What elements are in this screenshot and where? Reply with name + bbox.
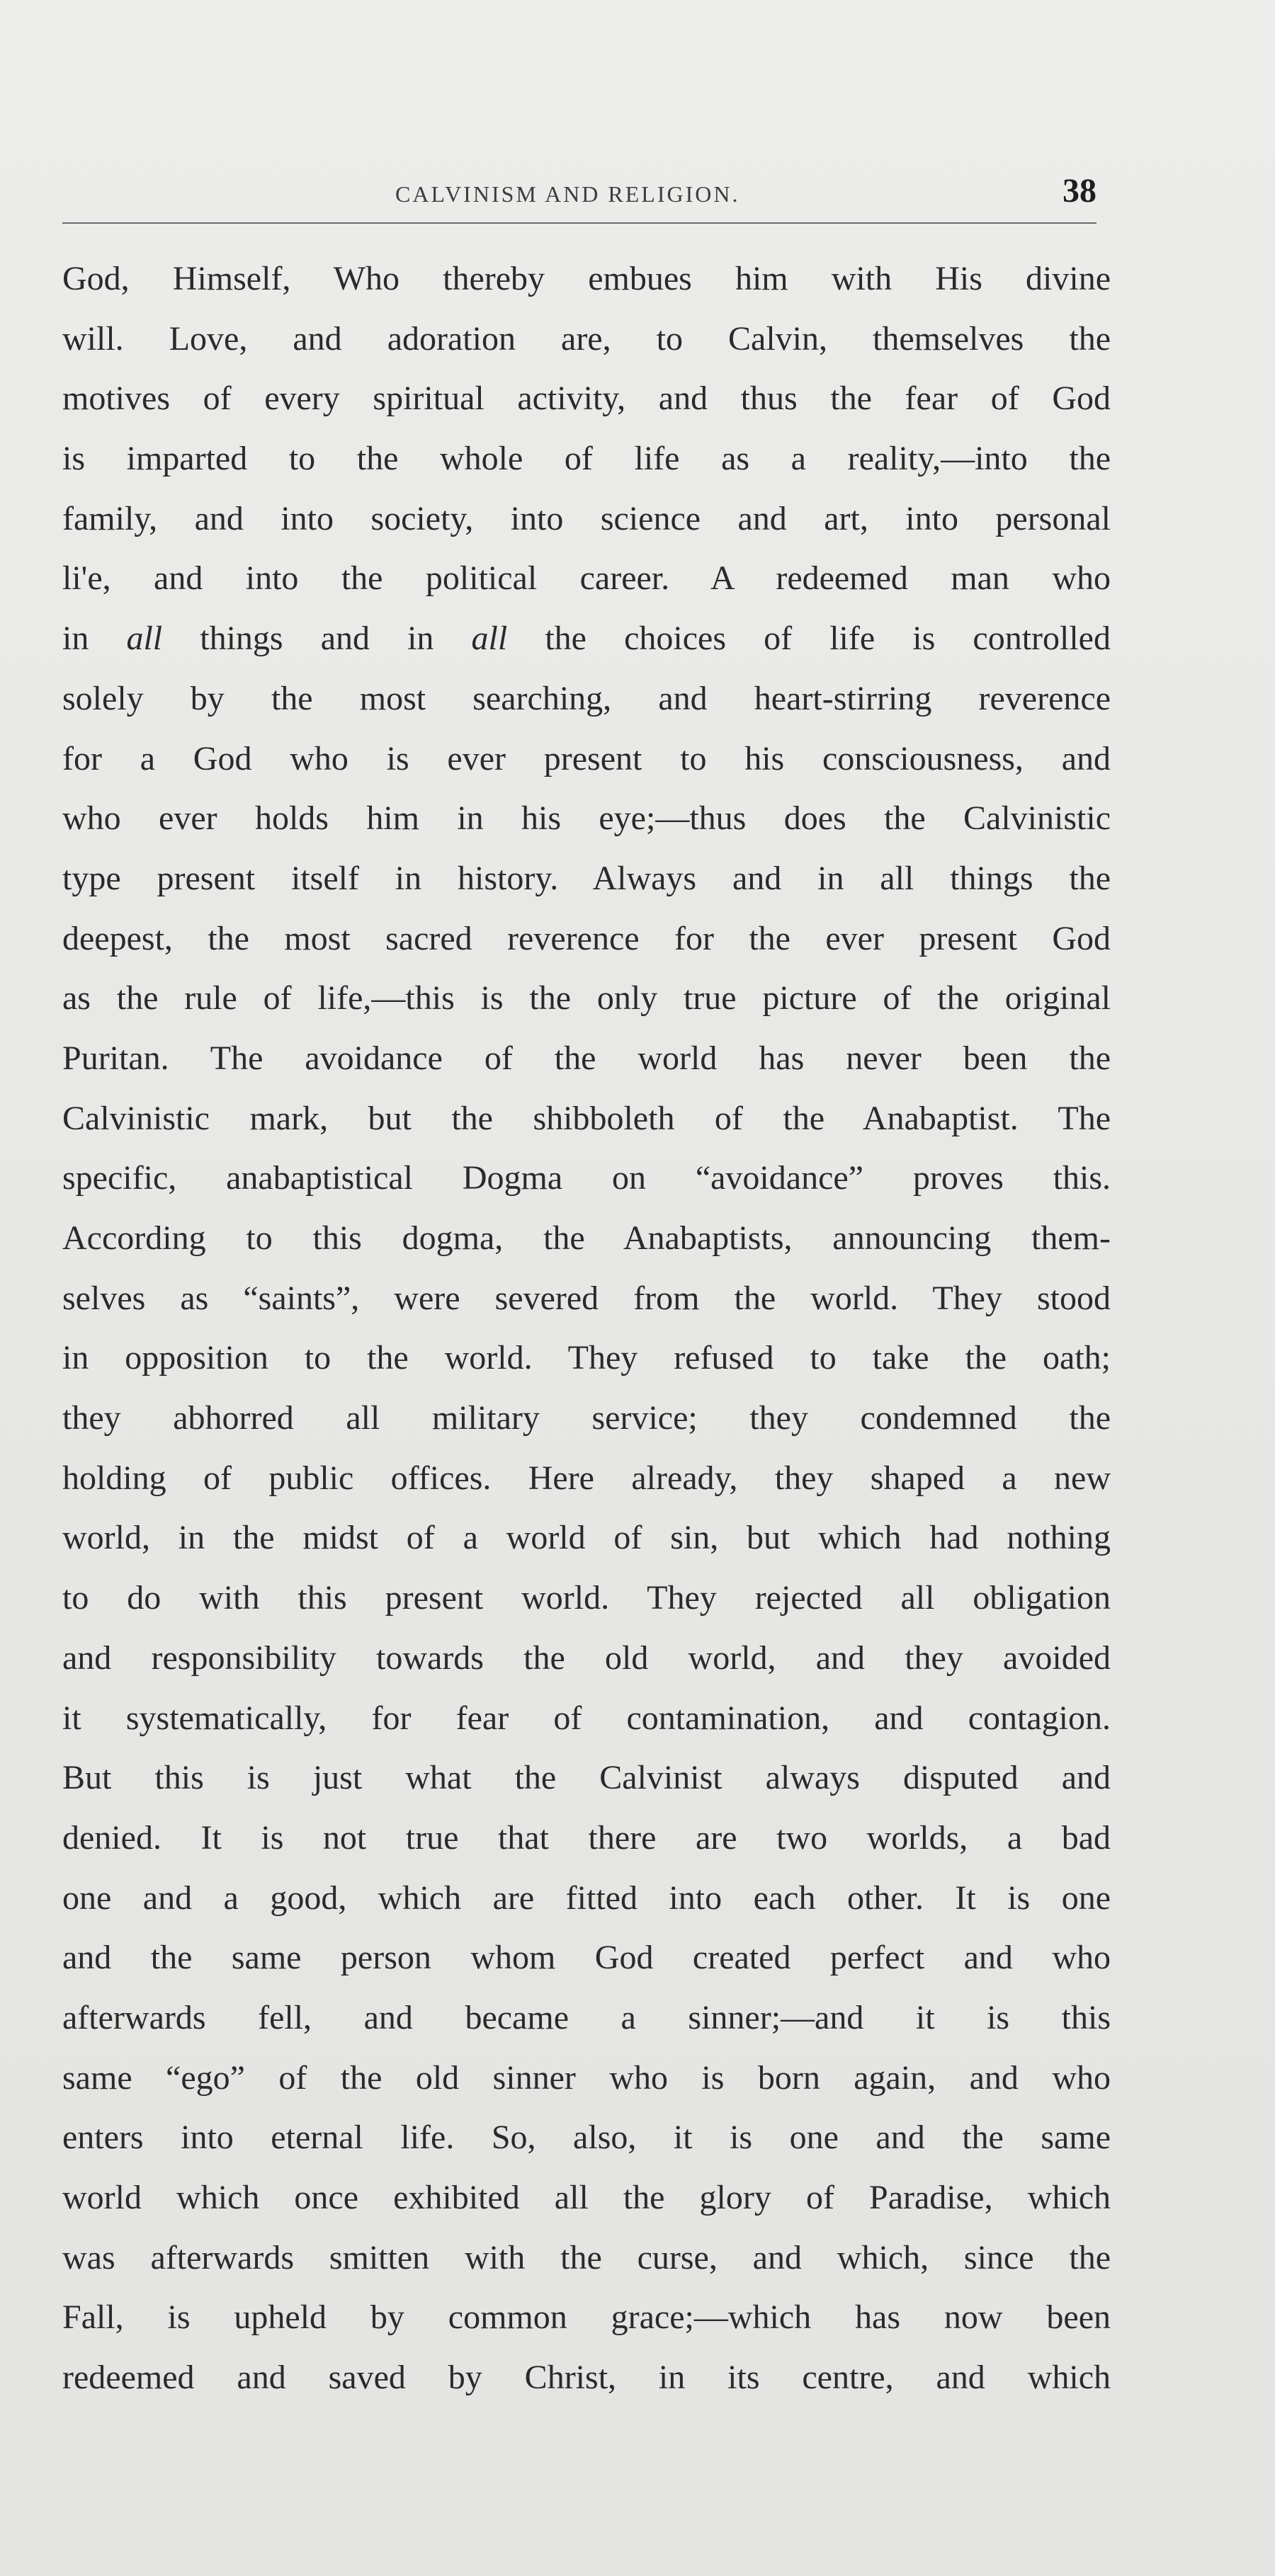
text-line: afterwards fell, and became a sinner;—and it is this xyxy=(62,1998,1111,2036)
italic-emphasis: all xyxy=(471,620,508,658)
text-line: motives of every spiritual activity, and thus the fear of God xyxy=(62,380,1111,418)
text-run: things and in xyxy=(162,620,472,658)
text-line: who ever holds him in his eye;—thus does the Calvinistic xyxy=(62,799,1111,838)
text-line: God, Himself, Who thereby embues him with His divine xyxy=(62,260,1111,297)
text-line: as the rule of life,—this is the only true picture of the original xyxy=(62,979,1111,1018)
text-line: solely by the most searching, and heart-stirring reverence xyxy=(62,679,1111,717)
text-line: world, in the midst of a world of sin, but which had nothing xyxy=(62,1519,1111,1557)
text-run: in xyxy=(62,620,127,658)
text-line: Fall, is upheld by common grace;—which has now been xyxy=(62,2298,1111,2337)
text-line: world which once exhibited all the glory of Paradise, which xyxy=(62,2179,1111,2216)
text-line: According to this dogma, the Anabaptists, announcing them- xyxy=(62,1219,1111,1257)
text-line: same “ego” of the old sinner who is born again, and who xyxy=(62,2058,1111,2097)
text-line: and responsibility towards the old world, and they avoided xyxy=(62,1639,1111,1677)
text-line: Calvinistic mark, but the shibboleth of the Anabaptist. The xyxy=(62,1099,1111,1137)
text-line: type present itself in history. Always and in all things the xyxy=(62,859,1111,897)
page-number: 38 xyxy=(1062,172,1096,210)
text-line: is imparted to the whole of life as a reality,—into the xyxy=(62,440,1111,478)
text-line-with-italics xyxy=(62,609,1111,669)
text-line: and the same person whom God created perfect and who xyxy=(62,1939,1111,1977)
text-line: holding of public offices. Here already, they shaped a new xyxy=(62,1459,1111,1497)
text-run: the choices of life is controlled xyxy=(507,620,1111,658)
text-line: was afterwards smitten with the curse, and which, since the xyxy=(62,2238,1111,2276)
text-line: enters into eternal life. So, also, it is one and the same xyxy=(62,2119,1111,2157)
text-line: li'e, and into the political career. A redeemed man who xyxy=(62,559,1111,598)
text-line: will. Love, and adoration are, to Calvin, themselves the xyxy=(62,319,1111,358)
text-line: redeemed and saved by Christ, in its centre, and which xyxy=(62,2359,1111,2397)
text-line: in opposition to the world. They refused to take the oath; xyxy=(62,1339,1111,1377)
text-line: they abhorred all military service; they condemned the xyxy=(62,1399,1111,1437)
text-line: selves as “saints”, were severed from the world. They stood xyxy=(62,1279,1111,1317)
text-line: Puritan. The avoidance of the world has never been the xyxy=(62,1039,1111,1077)
text-line: deepest, the most sacred reverence for the ever present God xyxy=(62,919,1111,957)
running-title: CALVINISM AND RELIGION. xyxy=(395,181,740,207)
text-line: specific, anabaptistical Dogma on “avoidance” proves this. xyxy=(62,1159,1111,1197)
text-line: family, and into society, into science and art, into personal xyxy=(62,499,1111,537)
text-line: it systematically, for fear of contamination, and contagion. xyxy=(62,1699,1111,1737)
header-rule xyxy=(62,222,1096,224)
text-line: to do with this present world. They rejected all obligation xyxy=(62,1579,1111,1617)
text-line: for a God who is ever present to his consciousness, and xyxy=(62,739,1111,777)
italic-emphasis: all xyxy=(126,620,163,658)
text-line: one and a good, which are fitted into each other. It is one xyxy=(62,1879,1111,1917)
running-head xyxy=(62,169,1096,218)
text-line: denied. It is not true that there are two worlds, a bad xyxy=(62,1818,1111,1857)
text-line: But this is just what the Calvinist always disputed and xyxy=(62,1759,1111,1797)
body-text xyxy=(62,249,1111,2408)
